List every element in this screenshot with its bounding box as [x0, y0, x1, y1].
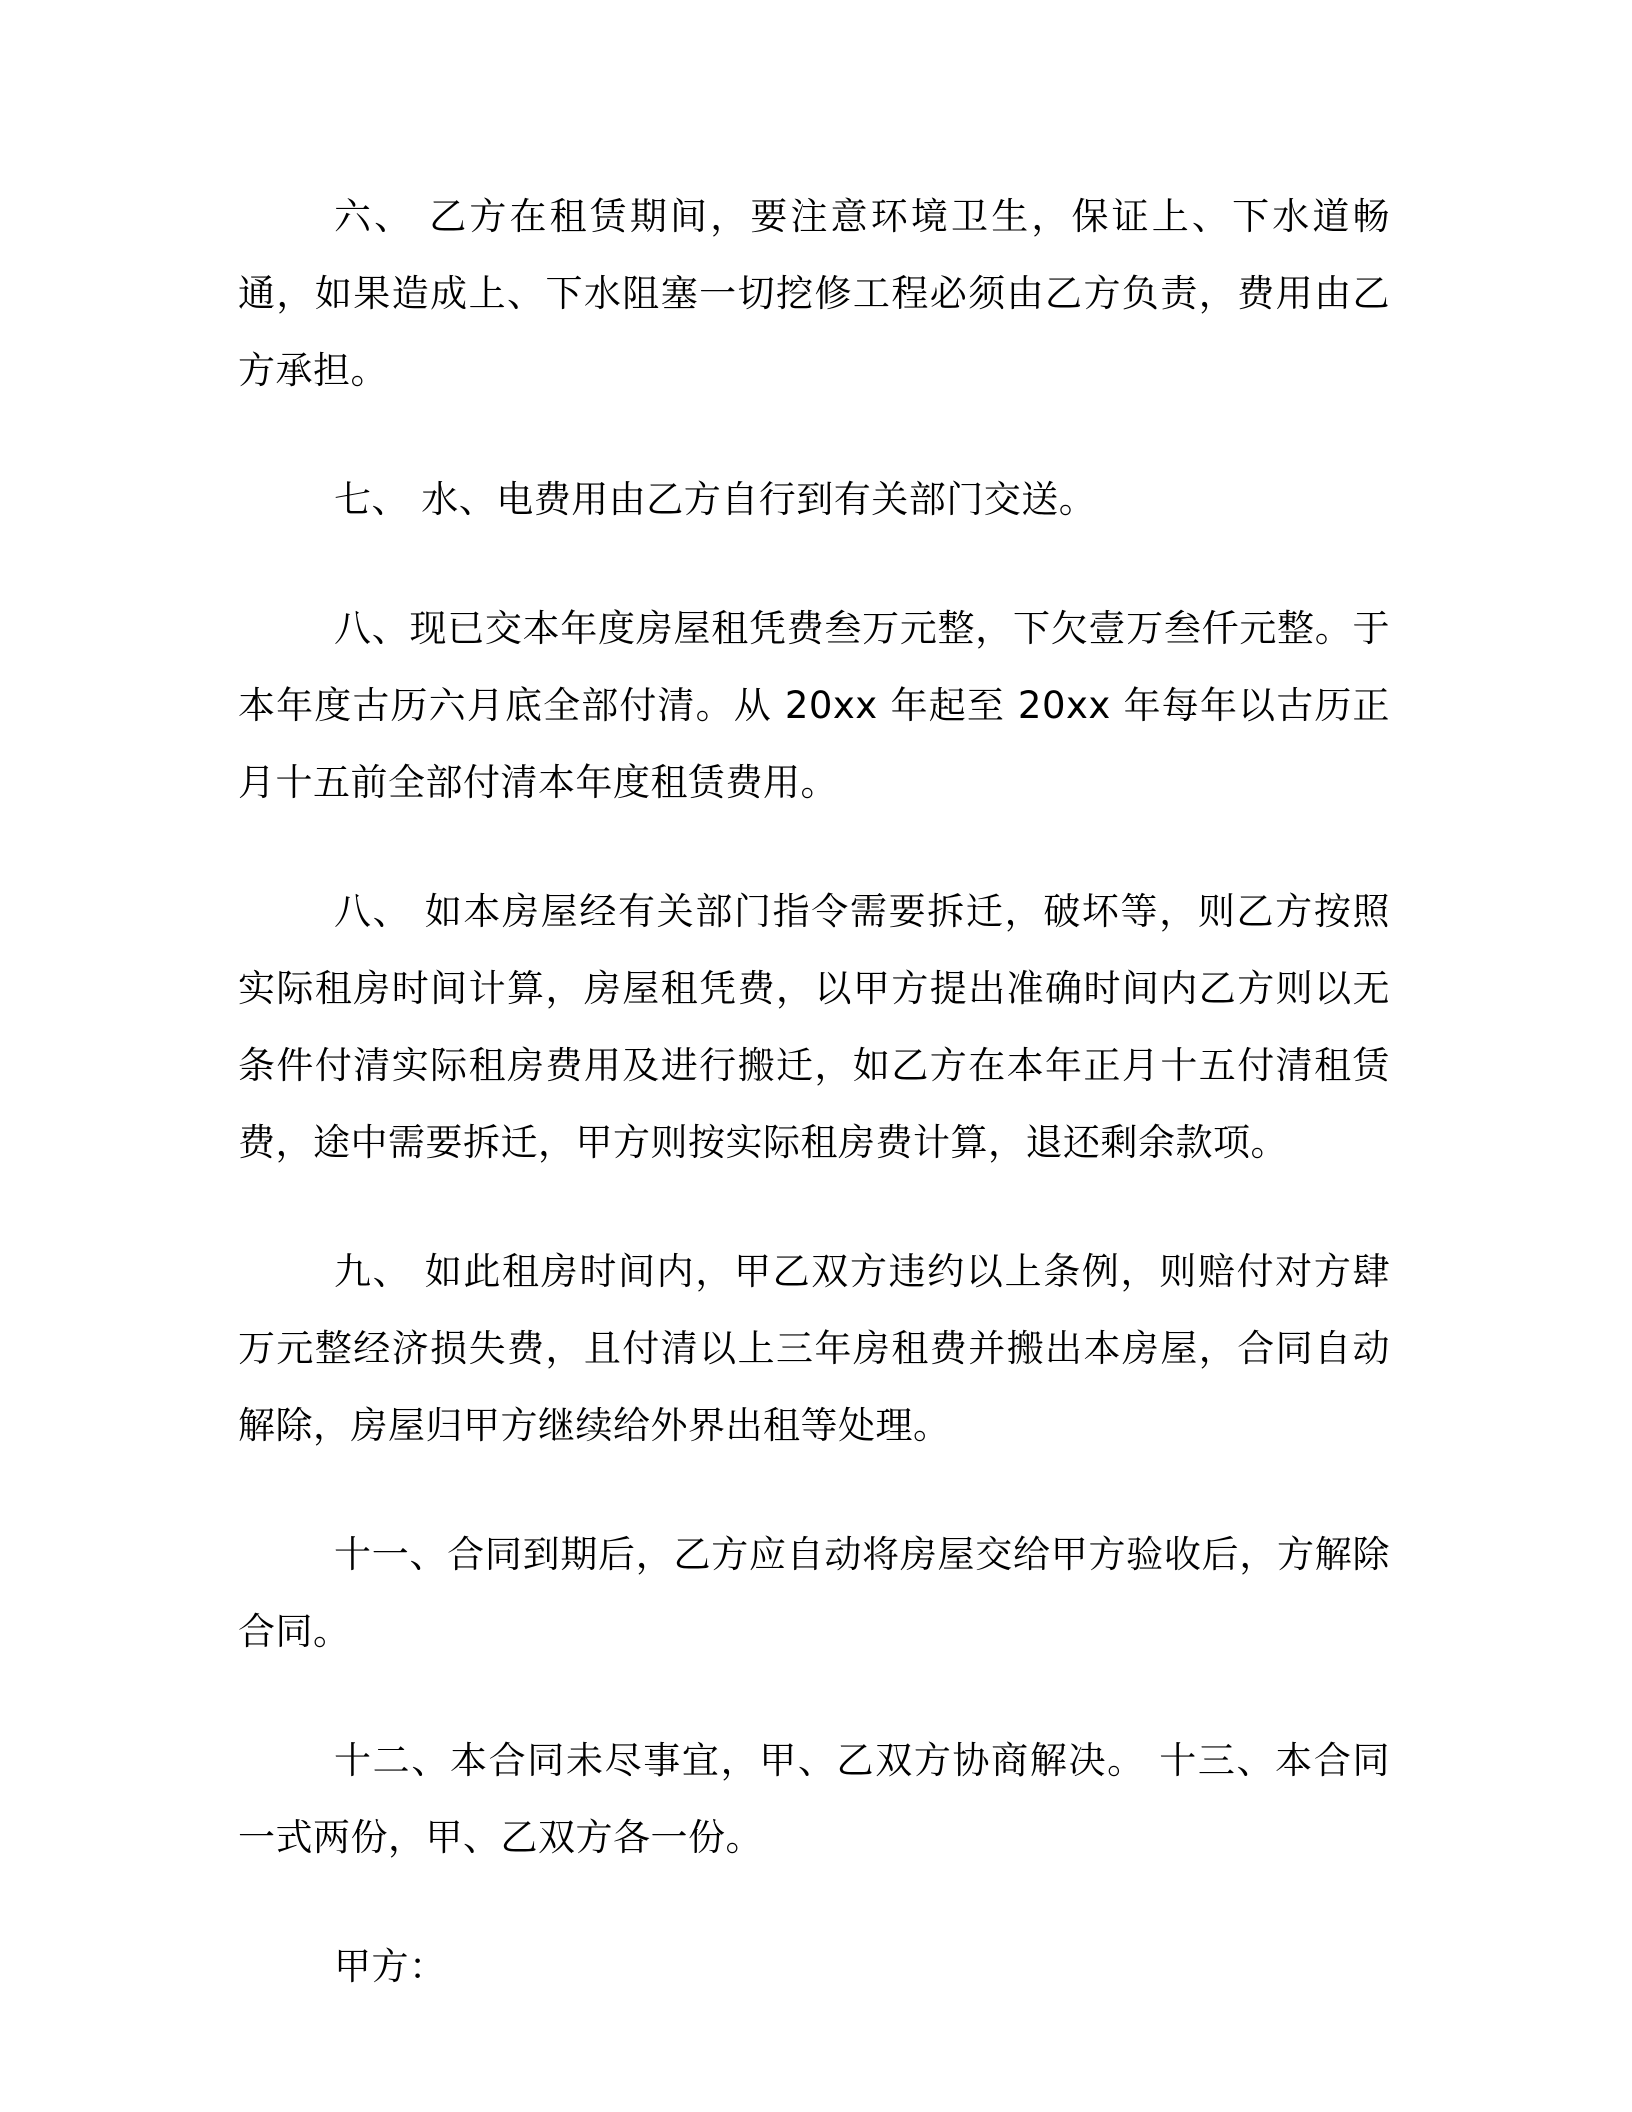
clause-12-13-paragraph: 十二、本合同未尽事宜，甲、乙双方协商解决。 十三、本合同一式两份，甲、乙双方各一份。: [238, 1739, 1390, 1859]
clause-9-paragraph: 九、 如此租房时间内，甲乙双方违约以上条例，则赔付对方肆万元整经济损失费，且付清以上三年房租费并搬出本房屋，合同自动解除，房屋归甲方继续给外界出租等处理。: [238, 1250, 1390, 1447]
clause-8-payment-paragraph: 八、现已交本年度房屋租凭费叁万元整，下欠壹万叁仟元整。于本年度古历六月底全部付清。从 20xx 年起至 20xx 年每年以古历正月十五前全部付清本年度租赁费用。: [238, 607, 1390, 804]
clause-8-demolition-paragraph: 八、 如本房屋经有关部门指令需要拆迁，破坏等，则乙方按照实际租房时间计算，房屋租凭费，以甲方提出准确时间内乙方则以无条件付清实际租房费用及进行搬迁，如乙方在本年正月十五付清租赁费，途中需要拆迁，甲方则按实际租房费计算，退还剩余款项。: [238, 890, 1390, 1164]
document-body: [238, 178, 1390, 2005]
party-a-signature-label: 甲方：: [334, 1945, 447, 1988]
clause-11-paragraph: 十一、合同到期后，乙方应自动将房屋交给甲方验收后，方解除合同。: [238, 1533, 1390, 1653]
clause-6-paragraph: 六、 乙方在租赁期间，要注意环境卫生，保证上、下水道畅通，如果造成上、下水阻塞一切挖修工程必须由乙方负责，费用由乙方承担。: [238, 195, 1390, 392]
clause-7-paragraph: 七、 水、电费用由乙方自行到有关部门交送。: [334, 478, 1097, 521]
